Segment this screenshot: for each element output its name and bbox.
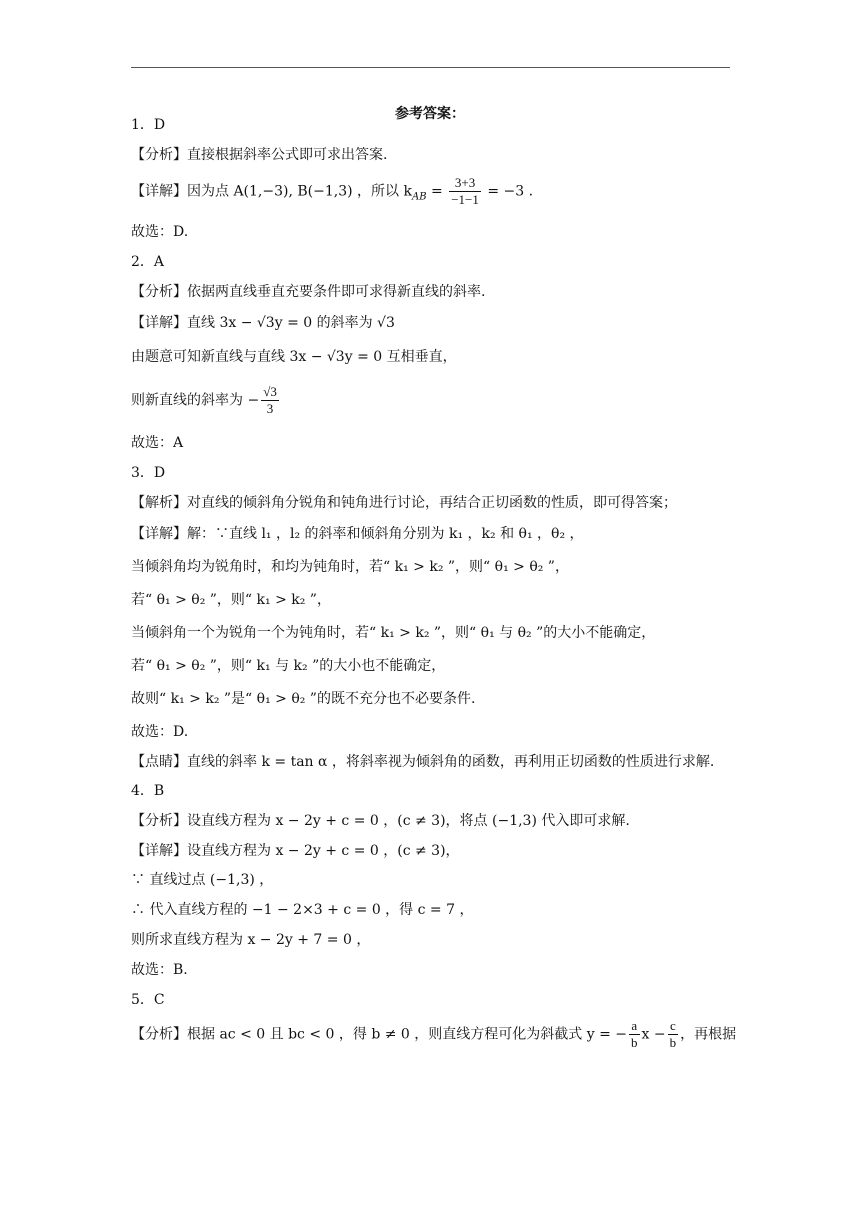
line-text: 若“ θ₁ > θ₂ ”，则“ k₁ > k₂ ”， [131, 592, 331, 608]
line-text: 若“ θ₁ > θ₂ ”，则“ k₁ 与 k₂ ”的大小也不能确定， [131, 658, 446, 674]
answer-line [131, 145, 387, 165]
line-text: 1．D [131, 117, 166, 133]
line-tail: ，再根据 [680, 1026, 737, 1043]
line-tail: = −3 . [482, 183, 534, 200]
line-text: 【详解】直线 3x − √3y = 0 的斜率为 √3 [131, 315, 395, 331]
fraction [449, 175, 481, 208]
line-text: 故选：B. [131, 962, 188, 978]
answer-line [131, 493, 677, 513]
line-text: 【分析】依据两直线垂直充要条件即可求得新直线的斜率. [131, 284, 486, 300]
fraction [261, 384, 279, 417]
line-text: 【详解】解：∵直线 l₁ ，l₂ 的斜率和倾斜角分别为 k₁ ，k₂ 和 θ₁ ，θ₂ ， [131, 526, 584, 542]
page-title: 参考答案： [395, 106, 465, 122]
answer-line [131, 524, 584, 544]
answer-line [131, 557, 569, 577]
line-text: 故选：D. [131, 724, 189, 740]
answer-line [131, 960, 188, 980]
answer-line [131, 384, 281, 417]
line-text: 当倾斜角一个为锐角一个为钝角时，若“ k₁ > k₂ ”，则“ θ₁ 与 θ₂ ”的大小不能确定， [131, 625, 656, 641]
answer-line [131, 722, 188, 742]
fraction [668, 1018, 679, 1051]
line-text: 【分析】根据 ac < 0 且 bc < 0 ，得 b ≠ 0 ，则直线方程可化为斜截式 y = − [131, 1026, 627, 1043]
answer-line [131, 990, 165, 1010]
line-text: 故则“ k₁ > k₂ ”是“ θ₁ > θ₂ ”的既不充分也不必要条件. [131, 691, 476, 707]
answer-line [131, 433, 183, 453]
answer-line [131, 463, 165, 483]
fraction-numerator: a [629, 1018, 640, 1035]
answer-line [131, 930, 370, 950]
answer-line [131, 870, 273, 890]
line-text: 则所求直线方程为 x − 2y + 7 = 0 ， [131, 932, 371, 948]
line-text: ∴ 代入直线方程的 −1 − 2×3 + c = 0 ，得 c = 7 ， [131, 902, 474, 918]
fraction-denominator: 3 [266, 401, 274, 416]
line-text: ∵ 直线过点 (−1,3) ， [131, 872, 274, 888]
fraction [629, 1018, 640, 1051]
fraction-denominator: b [631, 1035, 638, 1050]
answer-line [131, 222, 188, 242]
line-text: 5．C [131, 992, 165, 1008]
answer-line [131, 115, 165, 135]
line-text: 则新直线的斜率为 − [131, 392, 260, 409]
subscript: AB [411, 191, 427, 203]
answer-line [131, 623, 655, 643]
line-text: 当倾斜角均为锐角时，和均为钝角时，若“ k₁ > k₂ ”，则“ θ₁ > θ₂ ”， [131, 559, 569, 575]
header-rule [131, 67, 730, 68]
answer-line [131, 347, 457, 367]
line-text: 故选：A [131, 435, 184, 451]
answer-line [131, 752, 714, 772]
equals-sign: = [426, 183, 448, 200]
fraction-numerator: √3 [263, 384, 277, 399]
line-text: 【分析】设直线方程为 x − 2y + c = 0 ，(c ≠ 3)，将点 (−1,3) 代入即可求解. [131, 813, 630, 829]
answer-line [131, 900, 473, 920]
answer-line [131, 590, 331, 610]
line-text: 【点睛】直线的斜率 k = tan α ，将斜率视为倾斜角的函数，再利用正切函数的性质进行求解. [131, 754, 715, 770]
fraction-numerator: c [668, 1018, 679, 1035]
line-text: 【分析】直接根据斜率公式即可求出答案. [131, 147, 388, 163]
line-text: 【详解】因为点 A(1,−3), B(−1,3) ，所以 k [131, 183, 412, 200]
line-text: 【解析】对直线的倾斜角分锐角和钝角进行讨论，再结合正切函数的性质，即可得答案； [131, 495, 677, 511]
line-text: 4．B [131, 783, 165, 799]
answer-line [131, 811, 630, 831]
answer-line [131, 175, 533, 208]
answer-line [131, 252, 164, 272]
line-tail: x − [641, 1026, 666, 1043]
answer-line [131, 313, 395, 333]
line-text: 3．D [131, 465, 166, 481]
line-text: 故选：D. [131, 224, 189, 240]
answer-line [131, 656, 445, 676]
answer-line [131, 781, 164, 801]
answer-line [131, 841, 460, 861]
answer-line [131, 282, 485, 302]
line-text: 2．A [131, 254, 165, 270]
fraction-numerator: 3+3 [449, 175, 481, 192]
line-text: 由题意可知新直线与直线 3x − √3y = 0 互相垂直， [131, 349, 457, 365]
line-text: 【详解】设直线方程为 x − 2y + c = 0 ，(c ≠ 3)， [131, 843, 460, 859]
answer-line [131, 1018, 736, 1051]
fraction-denominator: −1−1 [451, 192, 479, 207]
answer-line [131, 689, 475, 709]
fraction-denominator: b [669, 1035, 677, 1050]
